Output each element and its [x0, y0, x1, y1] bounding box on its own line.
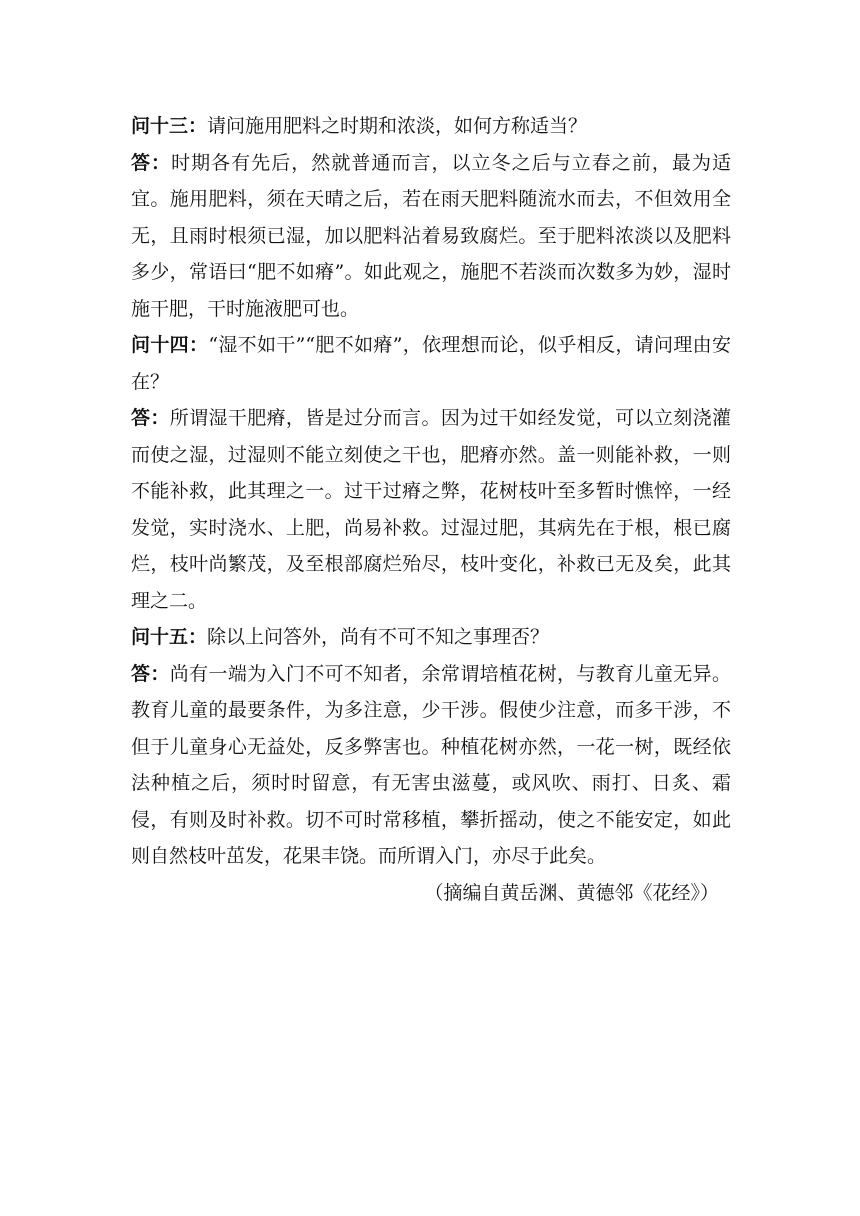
- answer-14: [131, 400, 731, 619]
- answer-label: 答：: [131, 407, 170, 429]
- question-label: 问十五：: [131, 626, 208, 648]
- question-13: [131, 108, 731, 145]
- answer-13: [131, 145, 731, 328]
- question-text: “湿不如干”“肥不如瘠”，依理想而论，似乎相反，请问理由安在？: [131, 334, 731, 393]
- answer-text: 时期各有先后，然就普通而言，以立冬之后与立春之前，最为适宜。施用肥料，须在天晴之后，若在雨天肥料随流水而去，不但效用全无，且雨时根须已湿，加以肥料沾着易致腐烂。至于肥料浓淡以及肥料多少，常语曰“肥不如瘠”。如此观之，施肥不若淡而次数多为妙，湿时施干肥，干时施液肥可也。: [131, 151, 731, 320]
- answer-15: [131, 656, 731, 875]
- answer-label: 答：: [131, 151, 172, 174]
- question-label: 问十四：: [131, 334, 209, 356]
- source-citation: （摘编自黄岳渊、黄德邻《花经》）: [424, 881, 719, 904]
- question-text: 除以上问答外，尚有不可不知之事理否？: [207, 626, 550, 648]
- question-label: 问十三：: [131, 115, 208, 137]
- document-page: [131, 108, 731, 911]
- question-15: [131, 619, 731, 656]
- answer-text: 所谓湿干肥瘠，皆是过分而言。因为过干如经发觉，可以立刻浇灌而使之湿，过湿则不能立刻使之干也，肥瘠亦然。盖一则能补救，一则不能补救，此其理之一。过干过瘠之弊，花树枝叶至多暂时憔悴，一经发觉，实时浇水、上肥，尚易补救。过湿过肥，其病先在于根，根已腐烂，枝叶尚繁茂，及至根部腐烂殆尽，枝叶变化，补救已无及矣，此其理之二。: [131, 407, 731, 612]
- question-14: [131, 327, 731, 400]
- answer-text: 尚有一端为入门不可不知者，余常谓培植花树，与教育儿童无异。教育儿童的最要条件，为多注意，少干涉。假使少注意，而多干涉，不但于儿童身心无益处，反多弊害也。种植花树亦然，一花一树，既经依法种植之后，须时时留意，有无害虫滋蔓，或风吹、雨打、日炙、霜侵，有则及时补救。切不可时常移植，攀折摇动，使之不能安定，如此则自然枝叶茁发，花果丰饶。而所谓入门，亦尽于此矣。: [131, 662, 731, 867]
- question-text: 请问施用肥料之时期和浓淡，如何方称适当？: [207, 115, 588, 137]
- answer-label: 答：: [131, 662, 170, 685]
